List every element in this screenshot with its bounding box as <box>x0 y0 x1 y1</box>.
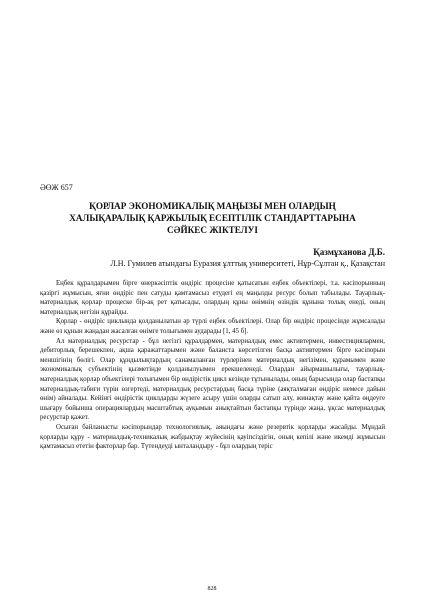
paragraph: Ал материалдық ресурстар - бұл негізгі құралдармен, материалдық емес активтермен, инвестициялармен, дебиторлық берешекпен, ақша қаражаттарымен және баланста көрсетілген басқа активтермен бірге кәсіпорын меншігінің бөлігі. Олар құндылықтардың санамаланған түрлерінен материалдық негізімен, құрамымен және экономикалық субъектінің қызметінде қолданылуымен ерекшеленеді. Олардан айырмашылығы, тауарлық-материалдық қорлар объектілері толығымен бір өндірістік цикл кезінде тұтынылады, оның барысында олар бастапқы материалдық-табиғи түрін өзгертеді, материалдық ресурстардың басқа түріне (аяқталмаған өндіріс немесе дайын өнім) айналады. Кейінгі өндірістік циклдарды жүзеге асыру үшін оларды сатып алу, жинақтау және қайта өңдеуге шығару бойынша операциялардың масштабтық ауқымын анықтайтын бастапқы түрінде жаңа, ұқсас материалдық ресурстар қажет. <box>40 337 385 422</box>
udc-code: ӘӨЖ 657 <box>40 183 73 192</box>
page-number: 828 <box>207 586 217 592</box>
article-title <box>40 200 385 236</box>
title-line: ХАЛЫҚАРАЛЫҚ ҚАРЖЫЛЫҚ ЕСЕПТІЛІК СТАНДАРТТАРЫНА <box>69 213 356 223</box>
title-line: ҚОРЛАР ЭКОНОМИКАЛЫҚ МАҢЫЗЫ МЕН ОЛАРДЫҢ <box>89 201 336 211</box>
article-body <box>40 279 385 452</box>
paragraph: Осыған байланысты кәсіпорындар технологиялық, аяындағы және резервтік қорларды жасайды. Мұндай қорларды құру - материалдық-техникалық жабдықтау жүйесінің қауіпсіздігін, оның кепілі және икемді жұмысын қамтамасыз ететін факторлар бар. Түтендеуді ынталандыру - бұл олардың теріс <box>40 423 385 451</box>
author-affiliation: Л.Н. Гумилев атындағы Еуразия ұлттық университеті, Нұр-Сұлтан қ., Қазақстан <box>110 259 385 268</box>
paragraph: Қорлар - өндіріс циклында қолданылатын әр түрлі еңбек объектілері. Олар бір өндіріс процесінде жұмсалады және өз құнын жаңадан жасалған өнімге толығымен аударады [1, 45 б]. <box>40 318 385 335</box>
paragraph: Еңбек құралдарымен бірге өнеркәсіптік өндіріс процесіне қатысатын еңбек объектілері, т.а. кәсіпорынның қазіргі жұмысын, яғни өндіріс пен сатуды қамтамасыз етудегі ең маңызды ресурс болып табылады. Тауарлық-материалдық қорлар процеске бір-ақ рет қатысады, олардың құны өнімнің өзіндік құнына толық енеді, оның материалдық негізін құрайды. <box>40 280 385 316</box>
title-line: СӘЙКЕС ЖІКТЕЛУІ <box>167 225 258 235</box>
author-name: Қазмұханова Д.Б. <box>313 247 385 257</box>
